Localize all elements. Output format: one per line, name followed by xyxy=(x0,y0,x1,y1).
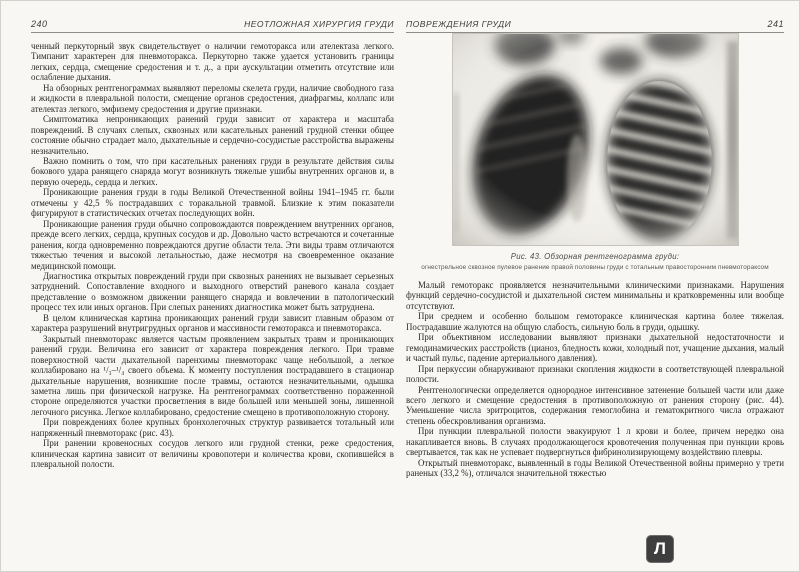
paragraph: Проникающие ранения груди в годы Великой Отечественной войны 1941–1945 гг. были отмечены у 42,5 % пострадавших с торакальной травмой. Близкие к этим показатели фигурируют в статистических отчетах последующих войн. xyxy=(31,187,394,219)
running-title-left: НЕОТЛОЖНАЯ ХИРУРГИЯ ГРУДИ xyxy=(244,19,394,29)
xray-image xyxy=(452,33,739,246)
page-number-left: 240 xyxy=(31,19,48,29)
labirint-watermark xyxy=(646,535,674,563)
paragraph: Симптоматика непроникающих ранений груди зависит от характера и масштаба повреждений. В случаях слепых, сквозных или касательных ранений грудной стенки общее состояние обычно страдает мало, дыхательные и сердечно-сосудистые расстройства выражены незначительно. xyxy=(31,114,394,156)
paragraph: При ранении кровеносных сосудов легкого или грудной стенки, реже средостения, клиническая картина зависит от величины кровопотери и количества крови, скопившейся в плевральной полости. xyxy=(31,438,394,470)
right-page-body xyxy=(406,280,784,479)
paragraph: При повреждениях более крупных бронхолегочных структур развивается тотальный или напряженный пневмоторакс (рис. 43). xyxy=(31,417,394,438)
paragraph: Важно помнить о том, что при касательных ранениях груди в результате действия силы бокового удара ранящего снаряда могут возникнуть тяжелые ушибы внутренних органов и, в первую очередь, сердца и легких. xyxy=(31,155,394,187)
paragraph: При объективном исследовании выявляют признаки дыхательной недостаточности и гемодинамических расстройств (цианоз, бледность кожи, холодный пот, учащение дыхания, малый и частый пульс, падение артериального давления). xyxy=(406,332,784,364)
watermark-letter: Л xyxy=(654,539,666,558)
paragraph: ченный перкуторный звук свидетельствует о наличии гемоторакса или ателектаза легкого. Тимпанит характерен для пневмоторакса. Перкуторно также удается установить границы легких, сердца, смещение средостения и т. д., а при аускультации отметить отсутствие или ослабление дыхания. xyxy=(31,41,394,83)
right-page-header xyxy=(406,19,784,33)
figure-caption-subtitle: огнестрельное сквозное пулевое ранение правой половины груди с тотальным правосторонним пневмотораксом xyxy=(421,264,769,271)
paragraph: Закрытый пневмоторакс является частым проявлением закрытых травм и проникающих ранений груди. Величина его зависит от характера повреждения легкого. При травме поверхностной части дыхательной паренхимы пневмоторакс чаще небольшой, а легкое коллабировано на ¹/₃–¹/₄ своего объема. К моменту поступления пострадавшего в стационар дыхательные нарушения, возникшие после травмы, остаются незначительными, одышка заметна лишь при физической нагрузке. На рентгенограммах соответственно пораженной стороне определяются участки просветления в виде большей или меньшей зоны, лишенной легочного рисунка. Легкое коллабировано, средостение смещено в противоположную сторону. xyxy=(31,333,394,417)
paragraph: Рентгенологически определяется однородное интенсивное затенение большей части или даже всего легкого и смещение средостения в противоположную от ранения сторону (рис. 44). Уменьшение числа эритроцитов, содержания гемоглобина и гематокритного числа отражают степень обескровливания организма. xyxy=(406,384,784,426)
right-page xyxy=(406,19,784,479)
xray-figure xyxy=(406,33,784,271)
paragraph: В целом клиническая картина проникающих ранений груди зависит главным образом от характера разрушений внутригрудных органов и массивности гемоторакса и пневмоторакса. xyxy=(31,312,394,334)
page-number-right: 241 xyxy=(767,19,784,29)
paragraph: При среднем и особенно большом гемотораксе клиническая картина более тяжелая. Пострадавшие жалуются на общую слабость, сильную боль в груди, одышку. xyxy=(406,311,784,332)
paragraph: Диагностика открытых повреждений груди при сквозных ранениях не вызывает серьезных затруднений. Сопоставление входного и выходного отверстий раневого канала создает представление о возможном движении ранящего снаряда и вовлечении в патологический процесс тех или иных органов. При слепых ранениях диагностика может быть затруднена. xyxy=(31,270,394,313)
paragraph: Малый гемоторакс проявляется незначительными клиническими признаками. Нарушения функций сердечно-сосудистой и дыхательной систем минимальны и кратковременны или вообще отсутствуют. xyxy=(406,280,784,311)
figure-caption-title: Рис. 43. Обзорная рентгенограмма груди: xyxy=(510,252,680,261)
left-page xyxy=(31,19,394,470)
paragraph: Открытый пневмоторакс, выявленный в годы Великой Отечественной войны примерно у трети раненых (33,2 %), отличался значительной тяжестью xyxy=(406,457,784,479)
paragraph: Проникающие ранения груди обычно сопровождаются повреждением внутренних органов, прежде всего легких, сердца, крупных сосудов и др. Довольно часто встречаются и сочетанные ранения, когда одновременно повреждаются другие области тела. Эти виды травм отличаются тяжестью течения и высокой летальностью, даже несмотря на своевременное оказание медицинской помощи. xyxy=(31,218,394,271)
running-title-right: ПОВРЕЖДЕНИЯ ГРУДИ xyxy=(406,19,512,29)
left-page-header xyxy=(31,19,394,33)
left-page-body xyxy=(31,41,394,470)
paragraph: При пункции плевральной полости эвакуируют 1 л крови и более, причем нередко она накапливается вновь. В случаях продолжающегося кровотечения полученная при пункции кровь свертывается, так как не успевает подвергнуться фибринолизирующему воздействию плевры. xyxy=(406,426,784,458)
paragraph: На обзорных рентгенограммах выявляют переломы скелета груди, наличие свободного газа и жидкости в плевральной полости, смещение органов средостения, диафрагмы, коллапс или ателектаз легкого, эмфизему средостения и другие признаки. xyxy=(31,82,394,114)
figure-caption xyxy=(406,252,784,271)
paragraph: При перкуссии обнаруживают признаки скопления жидкости в соответствующей плевральной полости. xyxy=(406,363,784,385)
